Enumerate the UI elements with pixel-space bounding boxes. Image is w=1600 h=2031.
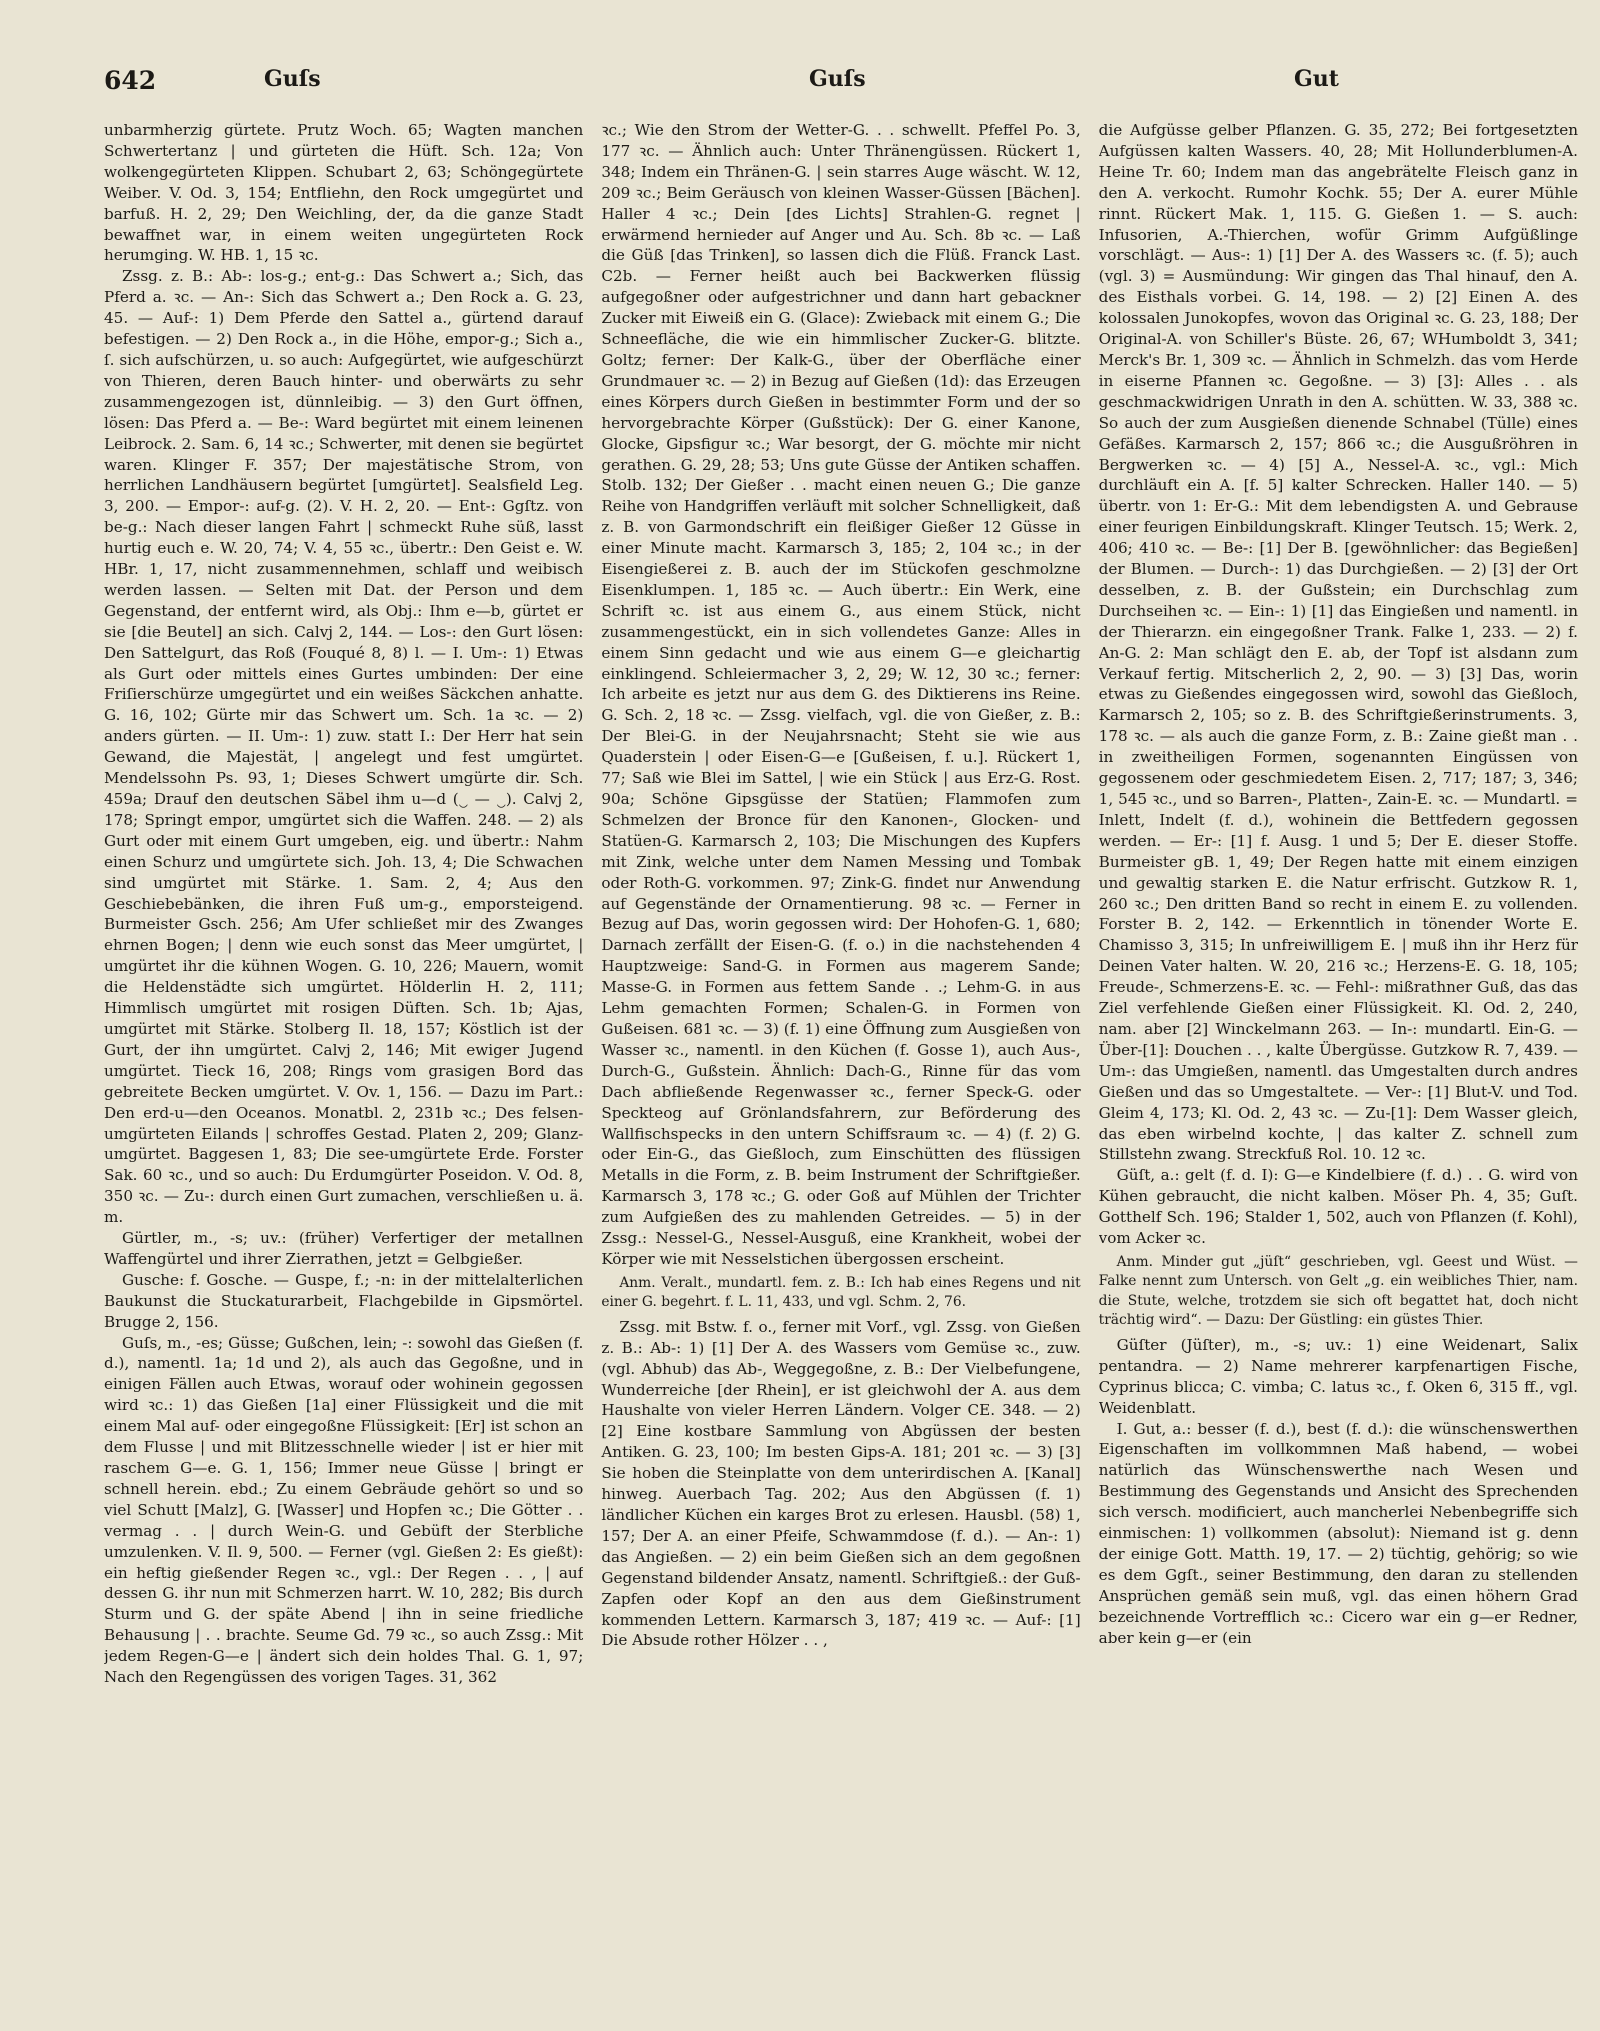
- entry-text: ꝛc.; Wie den Strom der Wetter-G. . . schwellt. Pfeffel Po. 3, 177 ꝛc. — Ähnlich auch: Unter Thränengüssen. Rückert 1, 348; Indem ein Thränen-G. | sein starres Auge wäscht. W. 12, 209 ꝛc.; Beim Geräusch von kleinen Wasser-Güssen [Bächen]. Haller 4 ꝛc.; Dein [des Lichts] Strahlen-G. regnet | erwärmend hernieder auf Anger und Au. Sch. 8b ꝛc. — Laß die Güß [das Trinken], so lassen dich die Flüß. Franck Last. C2b. — Ferner heißt auch bei Backwerken flüssig aufgegoßner oder aufgestrichner und dann hart gebackner Zucker mit Eiweiß ein G. (Glace): Zwieback mit einem G.; Die Schneefläche, die wie ein himmlischer Zucker-G. blitzte. Goltz; ferner: Der Kalk-G., über der Oberfläche einer Grundmauer ꝛc. — 2) in Bezug auf Gießen (1d): das Erzeugen eines Körpers durch Gießen in bestimmter Form und der so hervorgebrachte Körper (Gußstück): Der G. einer Kanone, Glocke, Gipsfigur ꝛc.; War besorgt, der G. möchte mir nicht gerathen. G. 29, 28; 53; Uns gute Güsse der Antiken schaffen. Stolb. 132; Der Gießer . . macht einen neuen G.; Die ganze Reihe von Handgriffen verläuft mit solcher Schnelligkeit, daß z. B. von Garmondschrift ein fleißiger Gießer 12 Güsse in einer Minute macht. Karmarsch 3, 185; 2, 104 ꝛc.; in der Eisengießerei z. B. auch der im Stückofen geschmolzne Eisenklumpen. 1, 185 ꝛc. — Auch übertr.: Ein Werk, eine Schrift ꝛc. ist aus einem G., aus einem Stück, nicht zusammengestückt, ein in sich vollendetes Ganze: Alles in einem Sinn gedacht und wie aus einem G—e gleichartig einklingend. Schleiermacher 3, 2, 29; W. 12, 30 ꝛc.; ferner: Ich arbeite es jetzt nur aus dem G. des Diktierens ins Reine. G. Sch. 2, 18 ꝛc. — Zssg. vielfach, vgl. die von Gießer, z. B.: Der Blei-G. in der Neujahrsnacht; Steht sie wie aus Quaderstein | oder Eisen-G—e [Gußeisen, f. u.]. Rückert 1, 77; Saß wie Blei im Sattel, | wie ein Stück | aus Erz-G. Rost. 90a; Schöne Gipsgüsse der Statüen; Flammofen zum Schmelzen der Bronce für den Kanonen-, Glocken- und Statüen-G. Karmarsch 2, 103; Die Mischungen des Kupfers mit Zink, welche unter dem Namen Messing und Tombak oder Roth-G. vorkommen. 97; Zink-G. findet nur Anwendung auf Gegenstände der Ornamentierung. 98 ꝛc. — Ferner in Bezug auf Das, worin gegossen wird: Der Hohofen-G. 1, 680; Darnach zerfällt der Eisen-G. (f. o.) in die nachstehenden 4 Hauptzweige: Sand-G. in Formen aus magerem Sande; Masse-G. in Formen aus fettem Sande . .; Lehm-G. in aus Lehm gemachten Formen; Schalen-G. in Formen von Gußeisen. 681 ꝛc. — 3) (f. 1) eine Öffnung zum Ausgießen von Wasser ꝛc., namentl. in den Küchen (f. Gosse 1), auch Aus-, Durch-G., Gußstein. Ähnlich: Dach-G., Rinne für das vom Dach abfließende Regenwasser ꝛc., ferner Speck-G. oder Speckteog auf Grönlandsfahrern, zur Beförderung des Wallfischspecks in den untern Schiffsraum ꝛc. — 4) (f. 2) G. oder Ein-G., das Gießloch, zum Einschütten des flüssigen Metalls in die Form, z. B. beim Instrument der Schriftgießer. Karmarsch 3, 178 ꝛc.; G. oder Goß auf Mühlen der Trichter zum Aufgießen des zu mahlenden Getreides. — 5) in der Zssg.: Nessel-G., Nessel-Ausguß, eine Krankheit, wobei der Körper wie mit Nesselstichen übergossen erscheint.: [601, 121, 1081, 1268]
- entry-text: die Aufgüsse gelber Pflanzen. G. 35, 272; Bei fortgesetzten Aufgüssen kalten Wassers. 40, 28; Mit Hollunderblumen-A. Heine Tr. 60; Indem man das angebrätelte Fleisch ganz in den A. verkocht. Rumohr Kochk. 55; Der A. eurer Mühle rinnt. Rückert Mak. 1, 115. G. Gießen 1. — S. auch: Infusorien, A.-Thierchen, wofür Grimm Aufgüßlinge vorschlägt. — Aus-: 1) [1] Der A. des Wassers ꝛc. (f. 5); auch (vgl. 3) = Ausmündung: Wir gingen das Thal hinauf, den A. des Eisthals vorbei. G. 14, 198. — 2) [2] Einen A. des kolossalen Junokopfes, wovon das Original ꝛc. G. 23, 188; Der Original-A. von Schiller's Büste. 26, 67; WHumboldt 3, 341; Merck's Br. 1, 309 ꝛc. — Ähnlich in Schmelzh. das vom Herde in eiserne Pfannen ꝛc. Gegoßne. — 3) [3]: Alles . . als geschmackwidrigen Unrath in den A. schütten. W. 33, 388 ꝛc. So auch der zum Ausgießen dienende Schnabel (Tülle) eines Gefäßes. Karmarsch 2, 157; 866 ꝛc.; die Ausgußröhren in Bergwerken ꝛc. — 4) [5] A., Nessel-A. ꝛc., vgl.: Mich durchläuft ein A. [f. 5] kalter Schrecken. Haller 140. — 5) übertr. von 1: Er-G.: Mit dem lebendigsten A. und Gebrause einer feurigen Einbildungskraft. Klinger Teutsch. 15; Werk. 2, 406; 410 ꝛc. — Be-: [1] Der B. [gewöhnlicher: das Begießen] der Blumen. — Durch-: 1) das Durchgießen. — 2) [3] der Ort desselben, z. B. der Gußstein; ein Durchschlag zum Durchseihen ꝛc. — Ein-: 1) [1] das Eingießen und namentl. in der Thierarzn. ein eingegoßner Trank. Falke 1, 233. — 2) f. An-G. 2: Man schlägt den E. ab, der Topf ist alsdann zum Verkauf fertig. Mitscherlich 2, 2, 90. — 3) [3] Das, worin etwas zu Gießendes eingegossen wird, sowohl das Gießloch, Karmarsch 2, 105; so z. B. des Schriftgießerinstruments. 3, 178 ꝛc. — als auch die ganze Form, z. B.: Zaine gießt man . . in zweitheiligen Formen, sogenannten Eingüssen von gegossenem oder geschmiedetem Eisen. 2, 717; 187; 3, 346; 1, 545 ꝛc., und so Barren-, Platten-, Zain-E. ꝛc. — Mundartl. = Inlett, Indelt (f. d.), wohinein die Bettfedern gegossen werden. — Er-: [1] f. Ausg. 1 und 5; Der E. dieser Stoffe. Burmeister gB. 1, 49; Der Regen hatte mit einem einzigen und gewaltig starken E. die Natur erfrischt. Gutzkow R. 1, 260 ꝛc.; Den dritten Band so recht in einem E. zu vollenden. Forster B. 2, 142. — Erkenntlich in tönender Worte E. Chamisso 3, 315; In unfreiwilligem E. | muß ihn ihr Herz für Deinen Vater halten. W. 20, 216 ꝛc.; Herzens-E. G. 18, 105; Freude-, Schmerzens-E. ꝛc. — Fehl-: mißrathner Guß, das das Ziel verfehlende Gießen einer Flüssigkeit. Kl. Od. 2, 240, nam. aber [2] Winckelmann 263. — In-: mundartl. Ein-G. — Über-[1]: Douchen . . , kalte Übergüsse. Gutzkow R. 7, 439. — Um-: das Umgießen, namentl. das Umgestalten durch andres Gießen und das so Umgestaltete. — Ver-: [1] Blut-V. und Tod. Gleim 4, 173; Kl. Od. 2, 43 ꝛc. — Zu-[1]: Dem Wasser gleich, das eben wirbelnd kochte, | das kalter Z. schnell zum Stillstehn zwang. Streckfuß Rol. 10. 12 ꝛc.: [1098, 121, 1578, 1164]
- entry-text: Zssg. mit Bstw. f. o., ferner mit Vorf., vgl. Zssg. von Gießen z. B.: Ab-: 1) [1] Der A. des Wassers vom Gemüse ꝛc., zuw. (vgl. Abhub) das Ab-, Weggegoßne, z. B.: Der Vielbefungene, Wunderreiche [der Rhein], er ist gleichwohl der A. aus dem Haushalte von vieler Herren Ländern. Volger CE. 348. — 2) [2] Eine kostbare Sammlung von Abgüssen der besten Antiken. G. 23, 100; Im besten Gips-A. 181; 201 ꝛc. — 3) [3] Sie hoben die Steinplatte von dem unterirdischen A. [Kanal] hinweg. Auerbach Tag. 202; Aus den Abgüssen (f. 1) ländlicher Küchen ein karges Brot zu erlesen. Hausbl. (58) 1, 157; Der A. an einer Pfeife, Schwammdose (f. d.). — An-: 1) das Angießen. — 2) ein beim Gießen sich an dem gegoßnen Gegenstand bildender Ansatz, namentl. Schriftgieß.: der Guß-Zapfen oder Kopf an den aus dem Gießinstrument kommenden Lettern. Karmarsch 3, 187; 419 ꝛc. — Auf-: [1] Die Absude rother Hölzer . . ,: [601, 1317, 1081, 1650]
- column-left: [104, 120, 583, 2011]
- entry-note: Anm. Minder gut „jüſt“ geschrieben, vgl. Geest und Wüst. — Falke nennt zum Untersch. von Gelt „g. ein weibliches Thier, nam. die Stute, welche, trotzdem sie sich oft begattet hat, doch nicht trächtig wird“. — Dazu: Der Güstling: ein güstes Thier.: [1098, 1253, 1578, 1329]
- entry-text: I. Gut, a.: besser (f. d.), best (f. d.): die wünschenswerthen Eigenschaften im vollkommnen Maß habend, — wobei natürlich das Wünschenswerthe nach Wesen und Bestimmung des Gegenstands und Ansicht des Sprechenden sich versch. modificiert, auch mancherlei Nebenbegriffe sich einmischen: 1) vollkommen (absolut): Niemand ist g. denn der einige Gott. Matth. 19, 17. — 2) tüchtig, gehörig; so wie es dem Ggſt., seiner Bestimmung, den daran zu stellenden Ansprüchen gemäß sein muß, vgl. das einen höhern Grad bezeichnende Vortrefflich ꝛc.: Cicero war ein g—er Redner, aber kein g—er (ein: [1098, 1419, 1578, 1647]
- entry-text: unbarmherzig gürtete. Prutz Woch. 65; Wagten manchen Schwertertanz | und gürteten die Hüft. Sch. 12a; Von wolkengegürteten Klippen. Schubart 2, 63; Schöngegürtete Weiber. V. Od. 3, 154; Entfliehn, den Rock umgegürtet und barfuß. H. 2, 29; Den Weichling, der, da die ganze Stadt bewaffnet war, in einem weiten ungegürteten Rock herumging. W. HB. 1, 15 ꝛc.: [104, 121, 584, 265]
- entry-text: Güſt, a.: gelt (f. d. I): G—e Kindelbiere (f. d.) . . G. wird von Kühen gebraucht, die nicht kalben. Möser Ph. 4, 35; Guſt. Gotthelf Sch. 196; Stalder 1, 502, auch von Pflanzen (f. Kohl), vom Acker ꝛc.: [1098, 1166, 1578, 1248]
- running-head-left: Guſs: [264, 66, 321, 92]
- running-head-right: Gut: [1294, 66, 1339, 92]
- text-columns: [104, 120, 1578, 2011]
- column-middle: [601, 120, 1080, 2011]
- page-header: [104, 66, 1578, 106]
- entry-text: Guſs, m., -es; Güsse; Gußchen, lein; -: sowohl das Gießen (f. d.), namentl. 1a; 1d und 2), als auch das Gegoßne, und in einigen Fällen auch Etwas, worauf oder wohinein gegossen wird ꝛc.: 1) das Gießen [1a] einer Flüssigkeit und die mit einem Mal auf- oder eingegoßne Flüssigkeit: [Er] ist schon an dem Flusse | und mit Blitzesschnelle wieder | ist er hier mit raschem G—e. G. 1, 156; Immer neue Güsse | bringt er schnell herein. ebd.; Zu einem Gebräude gehört so und so viel Schutt [Malz], G. [Wasser] und Hopfen ꝛc.; Die Götter . . vermag . . | durch Wein-G. und Gebüft der Sterbliche umzulenken. V. Il. 9, 500. — Ferner (vgl. Gießen 2: Es gießt): ein heftig gießender Regen ꝛc., vgl.: Der Regen . . , | auf dessen G. ihr nun mit Schmerzen harrt. W. 10, 282; Bis durch Sturm und G. der späte Abend | ihn in seine friedliche Behausung | . . brachte. Seume Gd. 79 ꝛc., so auch Zssg.: Mit jedem Regen-G—e | ändert sich dein holdes Thal. G. 1, 97; Nach den Regengüssen des vorigen Tages. 31, 362: [104, 1333, 584, 1687]
- entry-text: Zssg. z. B.: Ab-: los-g.; ent-g.: Das Schwert a.; Sich, das Pferd a. ꝛc. — An-: Sich das Schwert a.; Den Rock a. G. 23, 45. — Auf-: 1) Dem Pferde den Sattel a., gürtend darauf befestigen. — 2) Den Rock a., in die Höhe, empor-g.; Sich a., ſ. sich aufschürzen, u. so auch: Aufgegürtet, wie aufgeschürzt von Thieren, deren Bauch hinter- und oberwärts zu sehr zusammengezogen ist, dünnleibig. — 3) den Gurt öffnen, lösen: Das Pferd a. — Be-: Ward begürtet mit einem leinenen Leibrock. 2. Sam. 6, 14 ꝛc.; Schwerter, mit denen sie begürtet waren. Klinger F. 357; Der majestätische Strom, von herrlichen Landhäusern begürtet [umgürtet]. Sealsfield Leg. 3, 200. — Empor-: auf-g. (2). V. H. 2, 20. — Ent-: Ggſtz. von be-g.: Nach dieser langen Fahrt | schmeckt Ruhe süß, lasst hurtig euch e. W. 20, 74; V. 4, 55 ꝛc., übertr.: Den Geist e. W. HBr. 1, 17, nicht zusammennehmen, schlaff und weibisch werden lassen. — Selten mit Dat. der Person und dem Gegenstand, der entfernt wird, als Obj.: Ihm e—b, gürtet er sie [die Beutel] an sich. Calvj 2, 144. — Los-: den Gurt lösen: Den Sattelgurt, das Roß (Fouqué 8, 8) l. — I. Um-: 1) Etwas als Gurt oder mittels eines Gurtes umbinden: Der eine Friſierschürze umgegürtet und ein weißes Säckchen anhatte. G. 16, 102; Gürte mir das Schwert um. Sch. 1a ꝛc. — 2) anders gürten. — II. Um-: 1) zuw. statt I.: Der Herr hat sein Gewand, die Majestät, | angelegt und fest umgürtet. Mendelssohn Ps. 93, 1; Dieses Schwert umgürte dir. Sch. 459a; Drauf den deutschen Säbel ihm u—d (‿ — ‿). Calvj 2, 178; Springt empor, umgürtet sich die Waffen. 248. — 2) als Gurt oder mit einem Gurt umgeben, eig. und übertr.: Nahm einen Schurz und umgürtete sich. Joh. 13, 4; Die Schwachen sind umgürtet mit Stärke. 1. Sam. 2, 4; Aus den Geschiebebänken, die ihren Fuß um-g., emporsteigend. Burmeister Gsch. 256; Am Ufer schließet mir des Zwanges ehrnen Bogen; | denn wie euch sonst das Meer umgürtet, | umgürtet ihr die kühnen Wogen. G. 10, 226; Mauern, womit die Heldenstädte sich umgürtet. Hölderlin H. 2, 111; Himmlisch umgürtet mit rosigen Düften. Sch. 1b; Ajas, umgürtet mit Stärke. Stolberg Il. 18, 157; Köstlich ist der Gurt, der ihn umgürtet. Calvj 2, 146; Mit ewiger Jugend umgürtet. Tieck 16, 208; Rings vom grasigen Bord das gebreitete Becken umgürtet. V. Ov. 1, 156. — Dazu im Part.: Den erd-u—den Oceanos. Monatbl. 2, 231b ꝛc.; Des felsen-umgürteten Eilands | schroffes Gestad. Platen 2, 209; Glanz-umgürtet. Baggesen 1, 83; Die see-umgürtete Erde. Forster Sak. 60 ꝛc., und so auch: Du Erdumgürter Poseidon. V. Od. 8, 350 ꝛc. — Zu-: durch einen Gurt zumachen, verschließen u. ä. m.: [104, 267, 584, 1227]
- entry-text: Gürtler, m., -s; uv.: (früher) Verfertiger der metallnen Waffengürtel und ihrer Zierrathen, jetzt = Gelbgießer.: [104, 1229, 584, 1268]
- entry-text: Güſter (Jüſter), m., -s; uv.: 1) eine Weidenart, Salix pentandra. — 2) Name mehrerer karpfenartigen Fische, Cyprinus blicca; C. vimba; C. latus ꝛc., f. Oken 6, 315 ff., vgl. Weidenblatt.: [1098, 1335, 1578, 1417]
- column-right: [1099, 120, 1578, 2011]
- entry-text: Gusche: f. Gosche. — Guspe, f.; -n: in der mittelalterlichen Baukunst die Stuckaturarbeit, Flachgebilde in Gipsmörtel. Brugge 2, 156.: [104, 1270, 584, 1331]
- page-number: 642: [104, 66, 157, 95]
- entry-note: Anm. Veralt., mundartl. fem. z. B.: Ich hab eines Regens und nit einer G. begehrt. f. L. 11, 433, und vgl. Schm. 2, 76.: [601, 1274, 1081, 1311]
- running-head-center: Guſs: [809, 66, 866, 92]
